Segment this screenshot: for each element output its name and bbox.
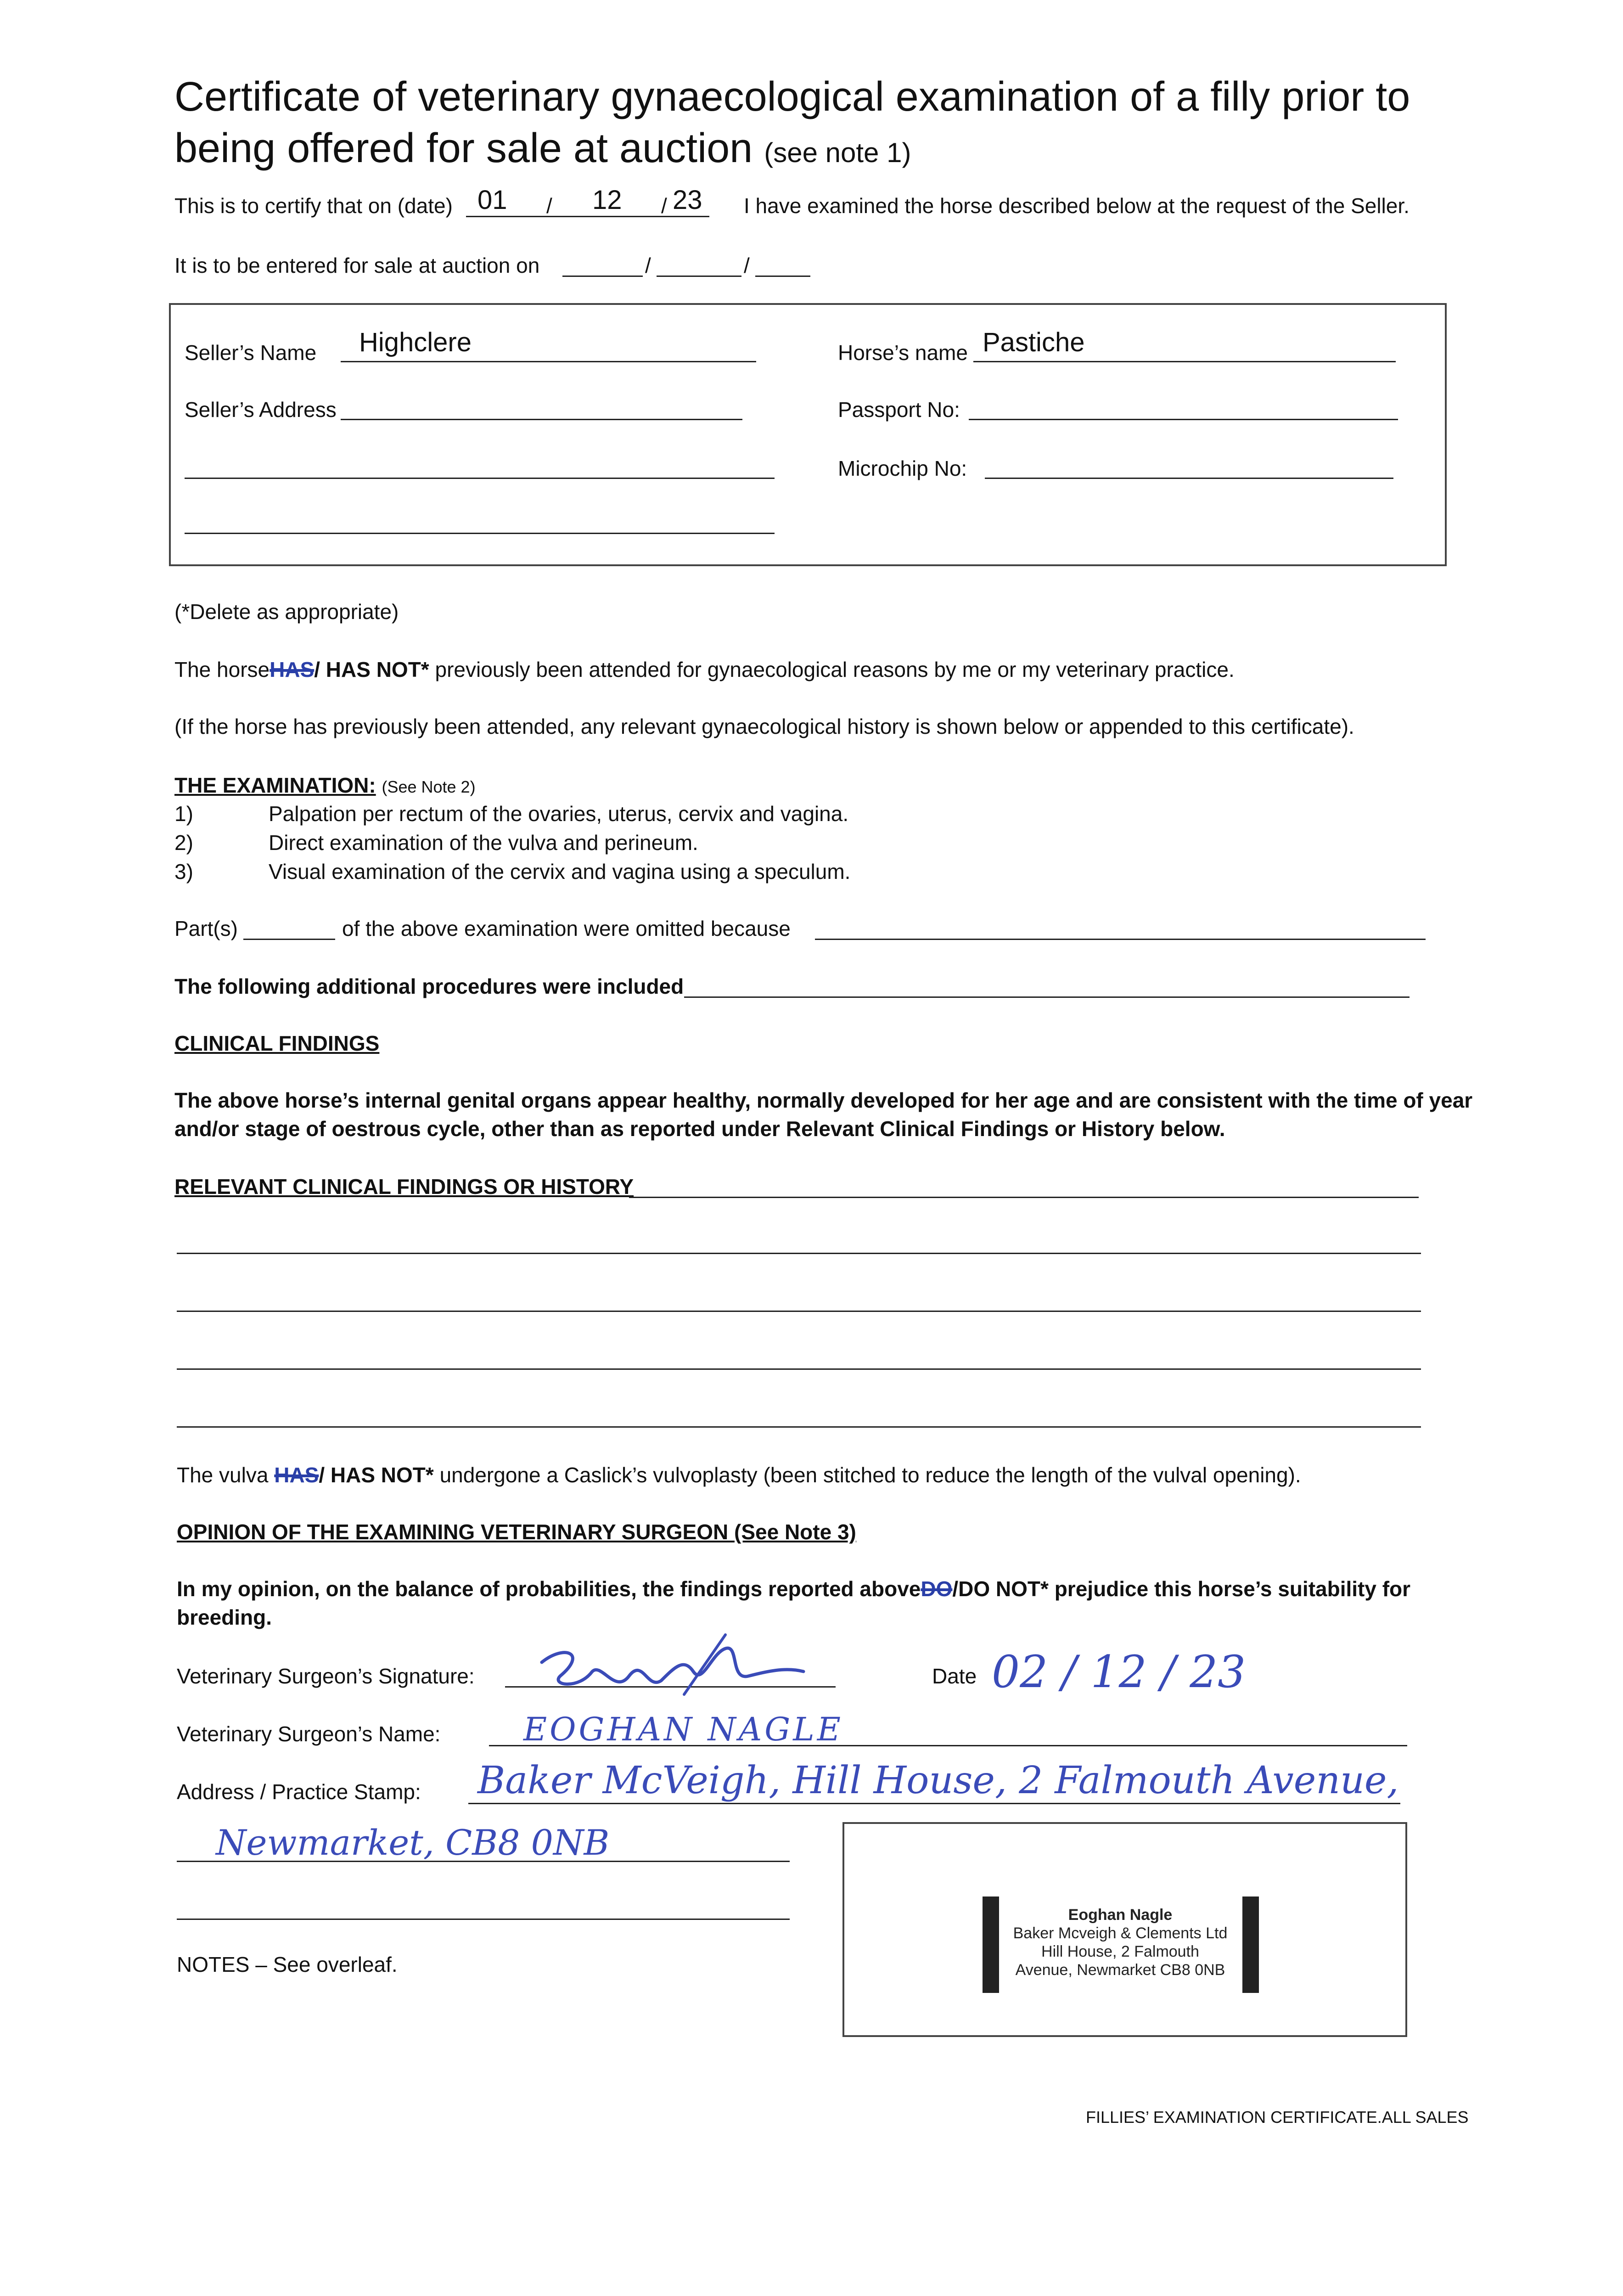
practice-stamp (1005, 1906, 1235, 1979)
omitted-parts-line[interactable] (243, 939, 335, 940)
seller-address-label: Seller’s Address (185, 398, 337, 422)
title-note: (see note 1) (764, 137, 911, 168)
stamp-line-4: Avenue, Newmarket CB8 0NB (1015, 1961, 1225, 1979)
signed-date-value: 02 / 12 / 23 (992, 1646, 1246, 1698)
certify-sep-1: / (546, 194, 552, 218)
microchip-label: Microchip No: (838, 456, 967, 480)
examination-heading: THE EXAMINATION: (174, 773, 376, 797)
vulva-kept-option: / HAS NOT* (319, 1463, 434, 1487)
stamp-bar-right (1242, 1896, 1259, 1993)
attended-kept-option: / HAS NOT* (314, 658, 429, 681)
exam-item-1-text: Palpation per rectum of the ovaries, uterus, cervix and vagina. (269, 802, 849, 826)
auction-label: It is to be entered for sale at auction on (174, 253, 540, 277)
stamp-bar-left (983, 1896, 999, 1993)
opinion-line-2: breeding. (177, 1605, 272, 1629)
opinion-heading: OPINION OF THE EXAMINING VETERINARY SURGEON (See Note 3) (177, 1520, 856, 1544)
opinion-struck-option: DO (921, 1577, 953, 1601)
signature-label: Veterinary Surgeon’s Signature: (177, 1664, 475, 1688)
vulva-struck-option: HAS (274, 1463, 319, 1487)
opinion-suffix: prejudice this horse’s suitability for (1054, 1577, 1411, 1601)
clinical-statement-line-1: The above horse’s internal genital organs appear healthy, normally developed for her age and are consistent with the time of year (174, 1088, 1473, 1112)
omitted-suffix: of the above examination were omitted because (342, 917, 791, 940)
certify-year: 23 (673, 185, 702, 215)
auction-day-line[interactable] (562, 276, 643, 277)
history-note: (If the horse has previously been attended, any relevant gynaecological history is shown below or appended to this certificate). (174, 715, 1354, 738)
attended-struck-option: HAS (270, 658, 314, 681)
opinion-line-1 (177, 1575, 1410, 1603)
seller-address-line-2[interactable] (185, 478, 775, 479)
horse-name-label: Horse’s name (838, 341, 968, 365)
relevant-findings-line-3[interactable] (177, 1311, 1421, 1312)
seller-name-label: Seller’s Name (185, 341, 317, 365)
clinical-statement-line-2: and/or stage of oestrous cycle, other than as reported under Relevant Clinical Findings or History below. (174, 1117, 1225, 1141)
opinion-prefix: In my opinion, on the balance of probabilities, the findings reported above (177, 1577, 921, 1601)
notes-label: NOTES – See overleaf. (177, 1953, 398, 1976)
exam-item-2-num: 2) (174, 831, 193, 855)
date-label: Date (932, 1664, 977, 1688)
address-value-line-2: Newmarket, CB8 0NB (216, 1822, 610, 1863)
omitted-reason-line[interactable] (815, 939, 1426, 940)
exam-item-3-num: 3) (174, 860, 193, 884)
vet-name-value: EOGHAN NAGLE (523, 1711, 843, 1748)
document-title (174, 71, 1552, 179)
opinion-kept-option: /DO NOT* (952, 1577, 1049, 1601)
omitted-prefix: Part(s) (174, 917, 238, 940)
title-line-2-text: being offered for sale at auction (174, 125, 753, 171)
seller-name-value: Highclere (359, 327, 472, 357)
certify-suffix: I have examined the horse described below at the request of the Seller. (744, 194, 1410, 218)
exam-item-3-text: Visual examination of the cervix and vagina using a speculum. (269, 860, 851, 884)
clinical-heading: CLINICAL FINDINGS (174, 1031, 380, 1055)
delete-note: (*Delete as appropriate) (174, 600, 399, 624)
additional-procedures-line[interactable] (684, 996, 1410, 998)
attended-suffix: previously been attended for gynaecological reasons by me or my veterinary practice. (435, 658, 1235, 681)
address-line-3[interactable] (177, 1919, 790, 1920)
signature-scribble (510, 1626, 840, 1717)
relevant-findings-heading: RELEVANT CLINICAL FINDINGS OR HISTORY (174, 1175, 634, 1199)
auction-sep-2: / (744, 253, 750, 277)
attended-statement (174, 656, 1235, 683)
vulva-suffix: undergone a Caslick’s vulvoplasty (been stitched to reduce the length of the vulval opening). (439, 1463, 1301, 1487)
attended-prefix: The horse (174, 658, 270, 681)
address-line-1[interactable] (468, 1803, 1400, 1804)
vulva-prefix: The vulva (177, 1463, 269, 1487)
passport-line[interactable] (969, 419, 1398, 420)
stamp-line-3: Hill House, 2 Falmouth (1041, 1943, 1199, 1960)
certify-date-line[interactable] (466, 216, 709, 217)
relevant-findings-line-1[interactable] (629, 1197, 1419, 1198)
examination-heading-row (174, 771, 476, 801)
certify-sep-2: / (661, 194, 667, 218)
seller-name-line[interactable] (341, 361, 756, 362)
footer-form-name: FILLIES’ EXAMINATION CERTIFICATE.ALL SALES (1086, 2108, 1469, 2127)
examination-heading-note: (See Note 2) (382, 777, 476, 796)
stamp-line-1: Eoghan Nagle (1068, 1906, 1173, 1924)
auction-year-line[interactable] (755, 276, 810, 277)
certify-month: 12 (592, 185, 622, 215)
stamp-line-2: Baker Mcveigh & Clements Ltd (1013, 1925, 1228, 1942)
microchip-line[interactable] (985, 478, 1393, 479)
horse-name-value: Pastiche (983, 327, 1085, 357)
relevant-findings-line-4[interactable] (177, 1368, 1421, 1370)
title-line-2 (174, 123, 1552, 179)
additional-procedures-label: The following additional procedures were included (174, 974, 684, 998)
exam-item-1-num: 1) (174, 802, 193, 826)
vet-name-label: Veterinary Surgeon’s Name: (177, 1722, 441, 1746)
exam-item-2-text: Direct examination of the vulva and perineum. (269, 831, 698, 855)
title-line-1: Certificate of veterinary gynaecological examination of a filly prior to (174, 74, 1410, 120)
certify-prefix: This is to certify that on (date) (174, 194, 453, 218)
auction-month-line[interactable] (657, 276, 741, 277)
seller-address-line-3[interactable] (185, 533, 775, 534)
seller-address-line-1[interactable] (341, 419, 742, 420)
relevant-findings-line-2[interactable] (177, 1253, 1421, 1254)
address-label: Address / Practice Stamp: (177, 1780, 421, 1804)
passport-label: Passport No: (838, 398, 960, 422)
auction-sep-1: / (645, 253, 651, 277)
address-value-line-1: Baker McVeigh, Hill House, 2 Falmouth Avenue, (477, 1759, 1399, 1802)
horse-name-line[interactable] (973, 361, 1396, 362)
relevant-findings-line-5[interactable] (177, 1426, 1421, 1428)
vulva-statement (177, 1461, 1301, 1489)
certify-day: 01 (477, 185, 507, 215)
